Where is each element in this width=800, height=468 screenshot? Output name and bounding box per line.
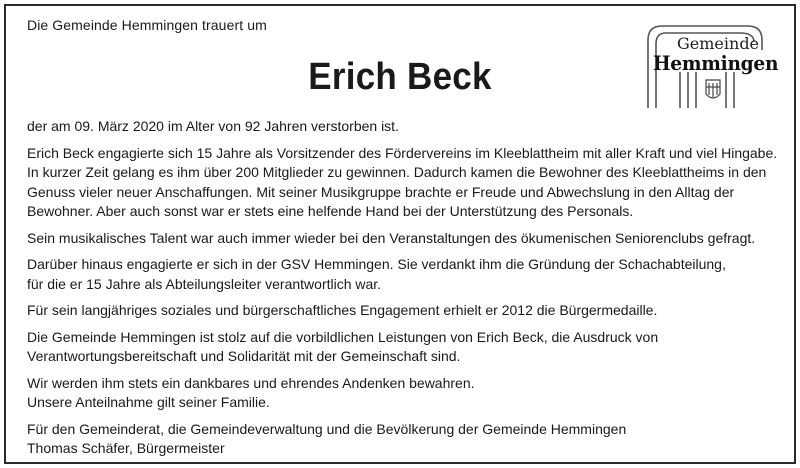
- notice-paragraph: [27, 229, 777, 249]
- paragraph-line: Für den Gemeinderat, die Gemeindeverwaltung und die Bevölkerung der Gemeinde Hemmingen: [27, 420, 627, 437]
- paragraph-line: Die Gemeinde Hemmingen ist stolz auf die vorbildlichen Leistungen von Erich Beck, die Ausdruck von: [27, 328, 659, 345]
- paragraph-line: Genuss vieler neuer Anschaffungen. Mit seiner Musikgruppe brachte er Freude und Abwechslung in den Alltag der: [27, 183, 735, 200]
- paragraph-line: für die er 15 Jahre als Abteilungsleiter verantwortlich war.: [27, 275, 382, 292]
- notice-paragraph: [27, 374, 777, 413]
- paragraph-line: Erich Beck engagierte sich 15 Jahre als Vorsitzender des Fördervereins im Kleeblattheim mit aller Kraft und viel Hingabe.: [27, 144, 778, 161]
- paragraph-line: Für sein langjähriges soziales und bürgerschaftliches Engagement erhielt er 2012 die Bürgermedaille.: [27, 302, 658, 318]
- paragraph-line: Bewohner. Aber auch sonst war er stets eine helfende Hand bei der Unterstützung des Personals.: [27, 203, 634, 219]
- paragraph-line: Wir werden ihm stets ein dankbares und ehrendes Andenken bewahren.: [27, 374, 475, 391]
- paragraph-line: Verantwortungsbereitschaft und Solidarität mit der Gemeinschaft sind.: [27, 348, 461, 364]
- notice-body: [27, 117, 777, 466]
- municipality-logo: [640, 20, 780, 108]
- paragraph-line: Thomas Schäfer, Bürgermeister: [27, 440, 225, 456]
- paragraph-line: Sein musikalisches Talent war auch immer wieder bei den Veranstaltungen des ökumenischen Seniorenclubs gefragt.: [27, 229, 756, 246]
- paragraph-line: der am 09. März 2020 im Alter von 92 Jahren verstorben ist.: [27, 118, 399, 134]
- paragraph-line: In kurzer Zeit gelang es ihm über 200 Mitglieder zu gewinnen. Dadurch kamen die Bewohner des Kleeblattheims in den: [27, 164, 767, 180]
- intro-line: Die Gemeinde Hemmingen trauert um: [27, 17, 267, 33]
- notice-paragraph: [27, 144, 777, 222]
- notice-paragraph: [27, 328, 777, 367]
- logo-text-gemeinde: Gemeinde: [677, 34, 760, 53]
- notice-paragraph: [27, 255, 777, 294]
- logo-text-hemmingen: Hemmingen: [653, 51, 779, 75]
- notice-paragraph: [27, 420, 777, 459]
- notice-paragraph: [27, 117, 777, 137]
- paragraph-line: Darüber hinaus engagierte er sich in der GSV Hemmingen. Sie verdankt ihm die Gründung der Schachabteilung,: [27, 256, 726, 272]
- deceased-name: Erich Beck: [308, 56, 492, 98]
- paragraph-line: Unsere Anteilnahme gilt seiner Familie.: [27, 394, 270, 410]
- notice-paragraph: [27, 301, 777, 321]
